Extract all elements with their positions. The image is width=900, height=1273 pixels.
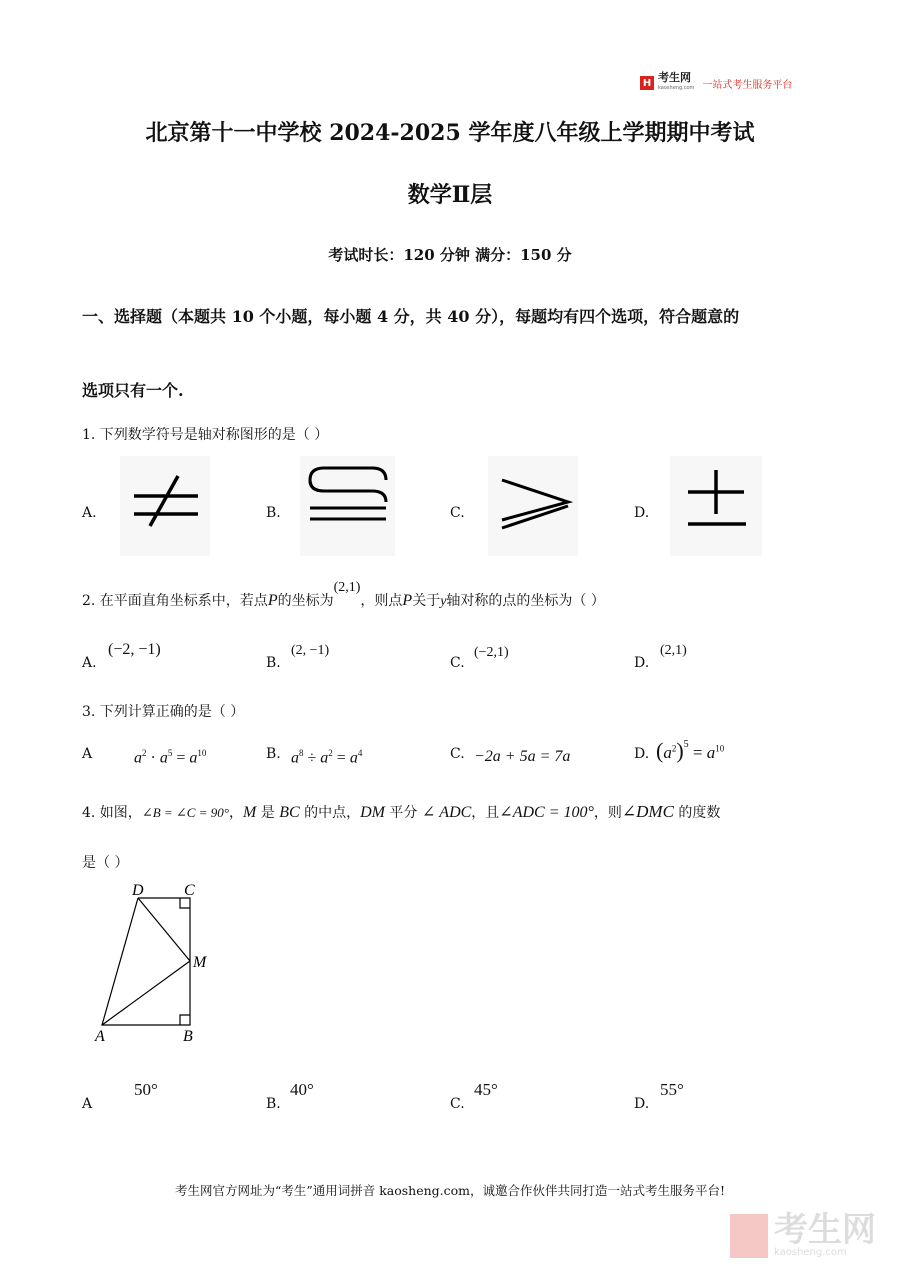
q4-option-b-value: 40° [290,1080,314,1099]
exam-subtitle: 数学Ⅱ层 [407,182,493,208]
question-1-stem: 1. 下列数学符号是轴对称图形的是（ ） [82,427,329,443]
congruent-icon [300,456,395,556]
label-c: C [184,882,195,899]
q3-option-c-expr: −2a + 5a = 7a [474,748,571,765]
section-heading: 一、选择题（本题共 10 个小题，每小题 4 分，共 40 分），每题均有四个选项，符合题意的 [82,307,740,326]
q3-option-c-label: C. [450,746,465,762]
q2-option-b-label: B. [266,655,281,671]
watermark-domain: kaosheng.com [774,1247,847,1258]
segment-am [102,961,190,1025]
q1-option-a-figure [120,456,210,556]
q4-geometry-figure [90,875,230,1050]
q3-option-b-expr: $a^8 \div a^2 = a^4$ [291,748,363,767]
greater-equal-icon [488,456,578,556]
q2-option-b-value: (2, −1) [291,643,330,658]
brand-header [640,72,792,94]
quadrilateral-abcd [102,898,190,1025]
watermark [730,1210,876,1259]
q3-option-d-expr: $(a^2)^5 = a^{10}$ [656,738,725,763]
question-4-stem-cont: 是（ ） [82,855,129,871]
question-4-stem: 4. 如图，∠B = ∠C = 90°，M 是 BC 的中点，DM 平分 ∠ ADC，且∠ADC = 100°，则∠DMC 的度数 [82,802,721,821]
q2-option-c-label: C. [450,655,465,671]
q4-option-d-value: 55° [660,1080,684,1099]
q2-option-c-value: (−2,1) [474,645,509,660]
q1-option-c-label: C. [450,505,465,521]
q4-option-a-value: 50° [134,1080,158,1099]
question-3-stem: 3. 下列计算正确的是（ ） [82,704,245,720]
q4-option-c-value: 45° [474,1080,498,1099]
q1-option-c-figure [488,456,578,556]
q3-option-d-label: D. [634,746,650,762]
q1-option-b-label: B. [266,505,281,521]
right-angle-c [180,898,190,908]
question-2-stem: 2. 在平面直角坐标系中，若点P的坐标为(2,1)，则点P关于y轴对称的点的坐标为（ ） [82,580,605,609]
q2-option-a-label: A. [82,655,97,671]
q4-option-d-label: D. [634,1096,650,1112]
exam-title: 北京第十一中学校 2024-2025 学年度八年级上学期期中考试 [145,120,755,146]
q2-option-a-value: (−2, −1) [108,641,161,658]
q3-option-b-label: B. [266,746,281,762]
q3-option-a-label: A [82,746,93,762]
right-angle-b [180,1015,190,1025]
brand-name: 考生网 [658,71,691,84]
label-b: B [183,1028,193,1045]
q4-option-c-label: C. [450,1096,465,1112]
q2-option-d-label: D. [634,655,650,671]
page-footer: 考生网官方网址为“考生”通用词拼音 kaosheng.com，诚邀合作伙伴共同打造一站式考生服务平台! [174,1183,726,1198]
q1-option-d-label: D. [634,505,650,521]
q1-option-a-label: A. [82,505,97,521]
watermark-logo-icon [730,1214,768,1258]
brand-slogan: 一站式考生服务平台 [702,79,793,91]
section-heading-cont: 选项只有一个. [82,381,184,400]
q4-option-b-label: B. [266,1096,281,1112]
not-equal-icon [120,456,210,556]
label-d: D [132,882,144,899]
q1-option-b-figure [300,456,395,556]
q3-option-a-expr: $a^2 \cdot a^5 = a^{10}$ [134,748,207,767]
label-a: A [95,1028,105,1045]
watermark-name: 考生网 [774,1210,876,1250]
kaosheng-logo-icon: H [640,76,654,90]
label-m: M [193,954,207,971]
brand-domain: kaosheng.com [658,85,695,91]
q1-option-d-figure [670,456,762,556]
q2-option-d-value: (2,1) [660,643,687,658]
exam-info: 考试时长：120 分钟 满分：150 分 [328,246,572,264]
plus-minus-icon [670,456,762,556]
q4-option-a-label: A [82,1096,93,1112]
